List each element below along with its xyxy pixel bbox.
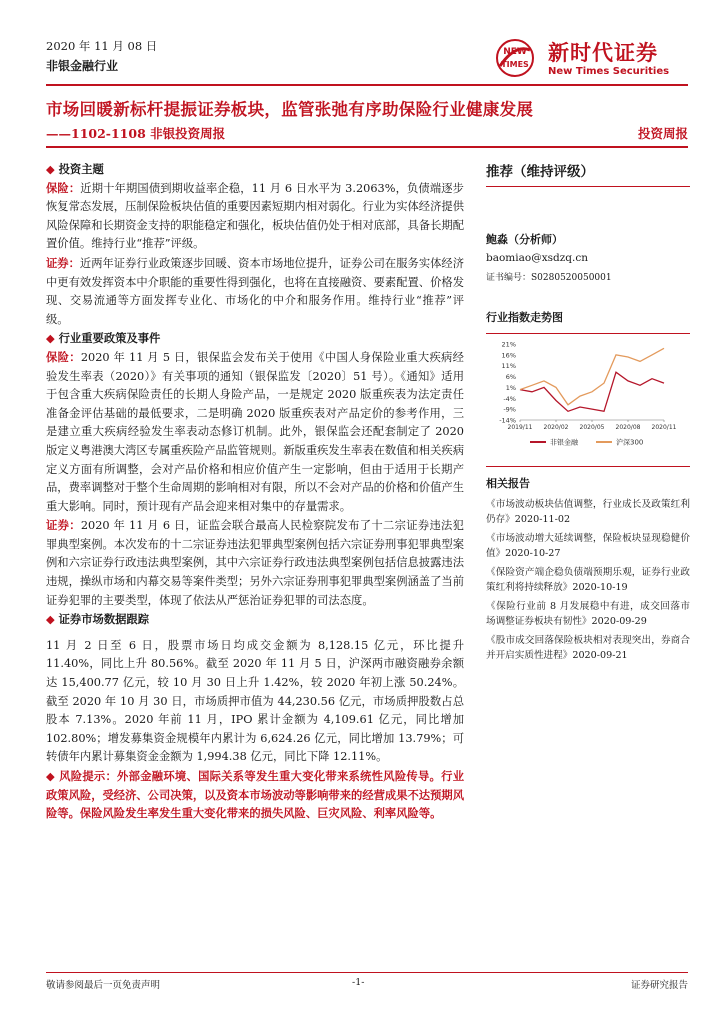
related-report-link[interactable]: 《市场波动板块估值调整，行业成长及政策红利仍存》2020-11-02 [486, 499, 690, 525]
report-type: 投资周报 [637, 126, 688, 141]
logo-badge-icon [488, 36, 544, 80]
diamond-icon: ◆ [46, 162, 59, 176]
footer-disclaimer: 敬请参阅最后一页免责声明 [46, 980, 161, 991]
logo-badge-bottom: TIMES [501, 60, 529, 69]
y-tick-label: 11% [501, 362, 516, 371]
diamond-icon: ◆ [46, 331, 59, 346]
legend-label: 沪深300 [616, 438, 644, 447]
sidebar [486, 160, 690, 667]
related-report-link[interactable]: 《保险资产端企稳负债端预期乐观，证券行业政策红利将持续释放》2020-10-19 [486, 567, 690, 593]
rating-rule [486, 186, 690, 187]
y-tick-label: -9% [503, 405, 516, 414]
logo-english: New Times Securities [548, 66, 670, 77]
section-market-data: ◆ 证券市场数据跟踪 [46, 612, 150, 627]
legend-label: 非银金融 [550, 438, 578, 447]
report-title: 市场回暖新标杆提振证券板块，监管张弛有序助保险行业健康发展 [46, 100, 534, 119]
related-report-link[interactable]: 《股市成交回落保险板块相对表现突出，券商合并开启实质性进程》2020-09-21 [486, 635, 690, 661]
related-list [486, 497, 690, 663]
footer-rule [46, 972, 688, 973]
title-rule [46, 146, 688, 148]
theme-securities-paragraph: 证券：近两年证券行业政策逐步回暖、资本市场地位提升，证券公司在服务实体经济中更有效发挥资本中介职能的重要性得到强化，也将在直接融资、要素配置、价格发现、交易流通等方面发挥专业化、市场化的中介和服务作用。维持行业“推荐”评级。 [46, 255, 465, 326]
policy-insurance-paragraph: 保险：2020 年 11 月 5 日，银保监会发布关于使用《中国人身保险业重大疾病经验发生率表（2020）》有关事项的通知（银保监发〔2020〕51 号）。《通知》适用于包含重大疾病保险责任的长期人身险产品，一是规定 2020 版重疾表为法定责任准备金评估基础的最低要求，二是明确 2020 版重疾表对产品定价的参考作用，三是建立重大疾病经验发生率表动态修订机制。此外，银保监会还配套制定了 2020 版定义粤港澳大湾区专属重疾险产品监管规则。新版重疾发生率表在数值和相关疾病定义方面有所调整，会对产品价格和相应价值产生一定影响，但由于适用于长期产品，费率调整对于整个生命周期的影响相对有限，所以不会对产品的价格和价值产生重大影响。同时，预计现有产品会迎来相对集中的存量需求。 [46, 349, 464, 513]
theme-insurance-paragraph: 保险：近期十年期国债到期收益率企稳，11 月 6 日水平为 3.2063%，负债端逐步恢复常态发展，压制保险板块估值的重要因素短期内相对弱化。行业为实体经济提供风险保障和长期资金支持的职能稳定和强化，板块估值仍处于相对底部，具备长期配置价值。维持行业“推荐”评级。 [46, 180, 464, 251]
diamond-icon: ◆ [46, 612, 59, 627]
y-tick-label: 21% [501, 340, 516, 349]
analyst-cert: 证书编号：S0280520050001 [486, 273, 612, 283]
y-tick-label: -4% [503, 394, 516, 403]
footer-label: 证券研究报告 [630, 980, 688, 991]
x-tick-label: 2019/11 [507, 424, 533, 431]
policy-securities-paragraph: 证券：2020 年 11 月 6 日，证监会联合最高人民检察院发布了十二宗证券违法犯罪典型案例。本次发布的十二宗证券违法犯罪典型案例包括六宗证券刑事犯罪典型案例和六宗证券行政违法典型案例，其中六宗证券行政违法典型案例包括信息披露违法违规，操纵市场和内幕交易等案件类型；另外六宗证券刑事犯罪典型案例涵盖了当前证券犯罪的主要类型，体现了依法从严惩治证券犯罪的司法态度。 [46, 518, 464, 607]
analyst-name: 鲍淼（分析师） [486, 233, 563, 246]
x-tick-label: 2020/05 [579, 424, 605, 431]
index-trend-chart [486, 334, 690, 454]
section-theme: ◆ 投资主题 [46, 162, 104, 176]
report-subtitle: ——1102-1108 非银投资周报 [46, 126, 226, 141]
industry-label: 非银金融行业 [46, 59, 119, 73]
y-tick-label: -14% [499, 416, 516, 425]
x-tick-label: 2020/08 [615, 424, 641, 431]
logo-name: 新时代证券 [548, 41, 658, 65]
page-number: -1- [352, 977, 365, 988]
risk-warning: ◆ 风险提示：外部金融环境、国际关系等发生重大变化带来系统性风险传导。行业政策风险，受经济、公司决策，以及资本市场波动等影响带来的经营成果不达预期风险等。保险风险发生率发生重大变化带来的损失风险、巨灾风险、利率风险等。 [46, 769, 464, 821]
main-content [46, 160, 464, 823]
diamond-icon: ◆ [46, 769, 60, 783]
related-title: 相关报告 [486, 477, 530, 490]
report-date: 2020 年 11 月 08 日 [46, 39, 158, 53]
logo-badge-top: NEW [503, 47, 527, 57]
y-tick-label: 1% [505, 383, 516, 392]
section-policy: ◆ 行业重要政策及事件 [46, 331, 161, 346]
y-tick-label: 6% [505, 373, 516, 382]
x-tick-label: 2020/11 [651, 424, 677, 431]
related-report-link[interactable]: 《市场波动增大延续调整，保险板块显现稳健价值》2020-10-27 [486, 533, 690, 559]
chart-title: 行业指数走势图 [486, 311, 563, 324]
rating: 推荐（维持评级） [486, 164, 594, 180]
x-tick-label: 2020/02 [543, 424, 569, 431]
y-tick-label: 16% [501, 351, 516, 360]
related-rule [486, 466, 690, 467]
related-report-link[interactable]: 《保险行业前 8 月发展稳中有进，成交回落市场调整证券板块有韧性》2020-09-29 [486, 601, 690, 627]
series-line [520, 348, 664, 405]
header-rule [46, 84, 688, 86]
analyst-email: baomiao@xsdzq.cn [486, 252, 588, 264]
market-data-paragraph: 11 月 2 日至 6 日，股票市场日均成交金额为 8,128.15 亿元，环比提升 11.40%，同比上升 80.56%。截至 2020 年 11 月 5 日，沪深两市融资融券余额达 15,400.77 亿元，较 10 月 30 日上升 1.42%，较 2020 年初上涨 50.24%。截至 2020 年 10 月 30 日，市场质押市值为 44,230.56 亿元，市场质押股数占总股本 7.13%。2020 年前 11 月，IPO 累计金额为 4,109.61 亿元，同比增加 102.80%；增发募集资金规模年内累计为 6,624.26 亿元，同比增加 13.79%；可转债年内累计募集资金金额为 1,994.38 亿元，同比下降 12.11%。 [46, 638, 464, 764]
